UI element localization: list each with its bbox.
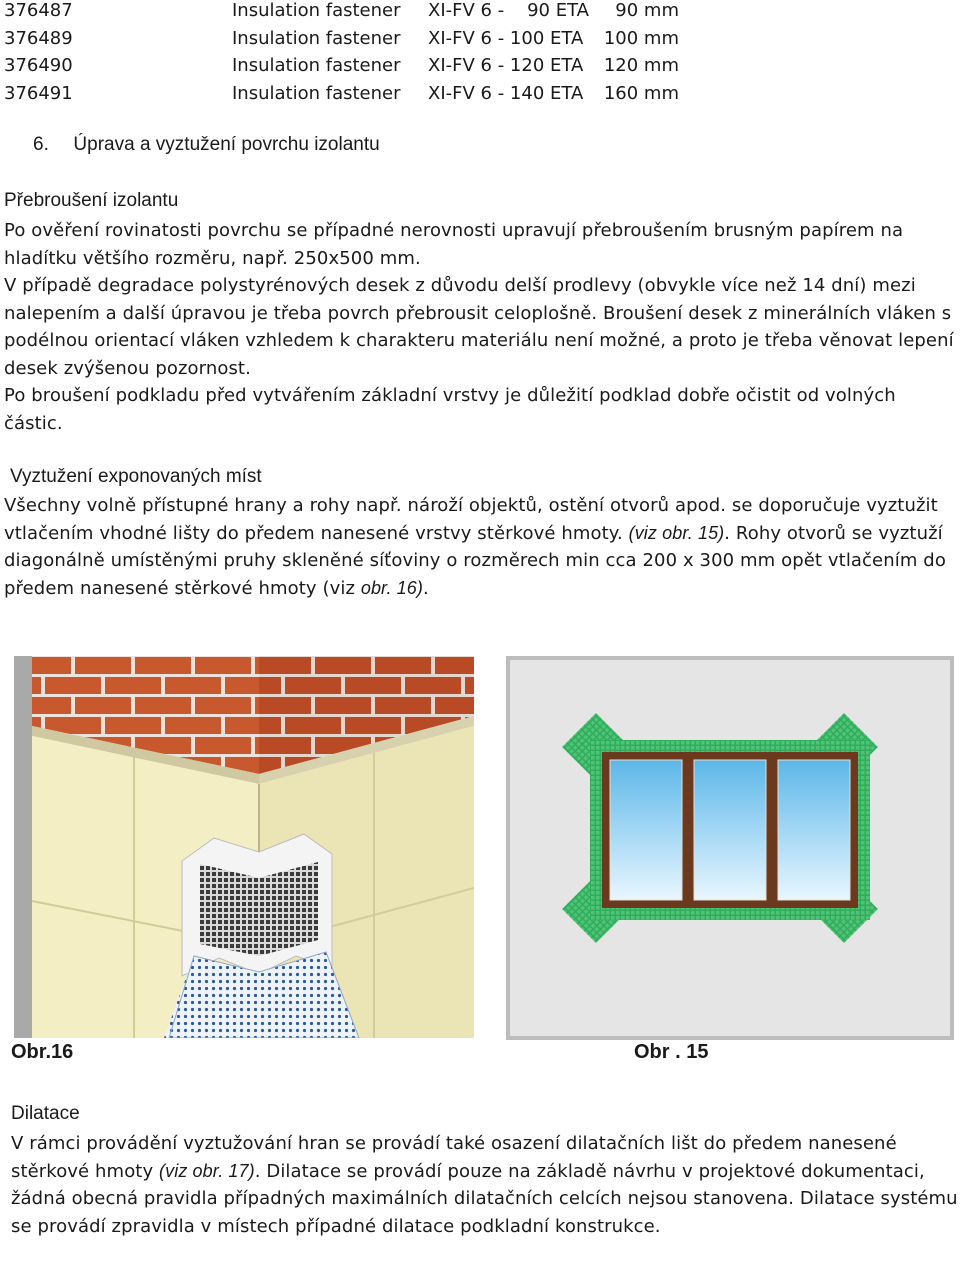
figure-16-reference[interactable]: obr. 16) — [360, 577, 423, 598]
parts-table-row — [4, 52, 679, 80]
part-code: 376491 — [4, 82, 73, 104]
figure-16-caption: Obr.16 — [11, 1041, 74, 1063]
reinforcement-text-b: . Rohy otvorů se vyztuží diagonálně umístěnými pruhy skleněné síťoviny o rozměrech min cca 200 x 300 mm opět vtlačením do předem nanesené stěrkové hmoty (viz — [4, 522, 946, 599]
section-number: 6. — [33, 134, 49, 155]
dilatation-paragraph — [11, 1130, 959, 1240]
part-code: 376489 — [4, 27, 73, 49]
dilatation-text-b: . Dilatace se provádí pouze na základě návrhu v projektové dokumentaci, žádná obecná pravidla případných maximálních dilatačních celcích nejsou stanovena. Dilatace systému se provádí zpravidla v místech případné dilatace podkladní konstrukce. — [11, 1160, 958, 1237]
part-name: Insulation fastener — [232, 82, 401, 104]
part-type: XI-FV 6 - 120 ETA — [428, 55, 584, 76]
sanding-paragraph-1: Po ověření rovinatosti povrchu se případné nerovnosti upravují přebroušením brusným papírem na hladítku většího rozměru, např. 250x500 mm. — [4, 220, 904, 269]
part-code: 376490 — [4, 55, 73, 76]
dilatation-text-a: V rámci provádění vyztužování hran se provádí také osazení dilatačních lišt do předem nanesené stěrkové hmoty — [11, 1133, 897, 1182]
part-size: 120 mm — [603, 55, 679, 76]
section-title-text: Úprava a vyztužení povrchu izolantu — [73, 134, 380, 155]
parts-table-row — [4, 0, 679, 25]
part-name: Insulation fastener — [232, 27, 401, 49]
section-title — [33, 134, 380, 156]
part-size: 160 mm — [603, 82, 679, 104]
sanding-paragraph-2: V případě degradace polystyrénových desek z důvodu delší prodlevy (obvykle více než 14 dní) mezi nalepením a další úpravou je třeba povrch přebrousit celoplošně. Broušení desek z minerálních vláken s podélnou orientací vláken vzhledem k charakteru materiálu není možné, a proto je třeba věnovat lepení desek zvýšenou pozornost. — [4, 275, 954, 379]
figure-17-reference[interactable]: (viz obr. 17) — [159, 1160, 255, 1181]
part-type: XI-FV 6 - 100 ETA — [428, 27, 584, 49]
part-code: 376487 — [4, 0, 73, 21]
parts-table-row — [4, 25, 679, 53]
reinforcement-paragraph — [4, 492, 954, 602]
part-name: Insulation fastener — [232, 55, 401, 76]
part-type: XI-FV 6 - 90 ETA — [428, 0, 589, 21]
dilatation-heading: Dilatace — [11, 1103, 80, 1124]
parts-table — [4, 0, 679, 107]
part-type: XI-FV 6 - 140 ETA — [428, 82, 584, 104]
figure-15-window-illustration — [506, 656, 954, 1040]
sanding-heading: Přebroušení izolantu — [4, 190, 179, 211]
part-size: 100 mm — [603, 27, 679, 49]
part-size: 90 mm — [615, 0, 679, 21]
parts-table-row — [4, 80, 679, 108]
part-name: Insulation fastener — [232, 0, 401, 21]
figure-16-corner-illustration — [14, 656, 474, 1038]
reinforcement-heading: Vyztužení exponovaných míst — [10, 466, 262, 487]
sanding-paragraph-3: Po broušení podkladu před vytvářením základní vrstvy je důležití podklad dobře očistit od volných částic. — [4, 385, 896, 434]
reinforcement-text-a: Všechny volně přístupné hrany a rohy např. nároží objektů, ostění otvorů apod. se doporučuje vyztužit vtlačením vhodné lišty do předem nanesené vrstvy stěrkové hmoty. — [4, 495, 938, 544]
figure-15-caption: Obr . 15 — [634, 1041, 709, 1063]
figure-15-reference[interactable]: (viz obr. 15) — [628, 522, 725, 543]
reinforcement-text-c: . — [423, 577, 429, 599]
